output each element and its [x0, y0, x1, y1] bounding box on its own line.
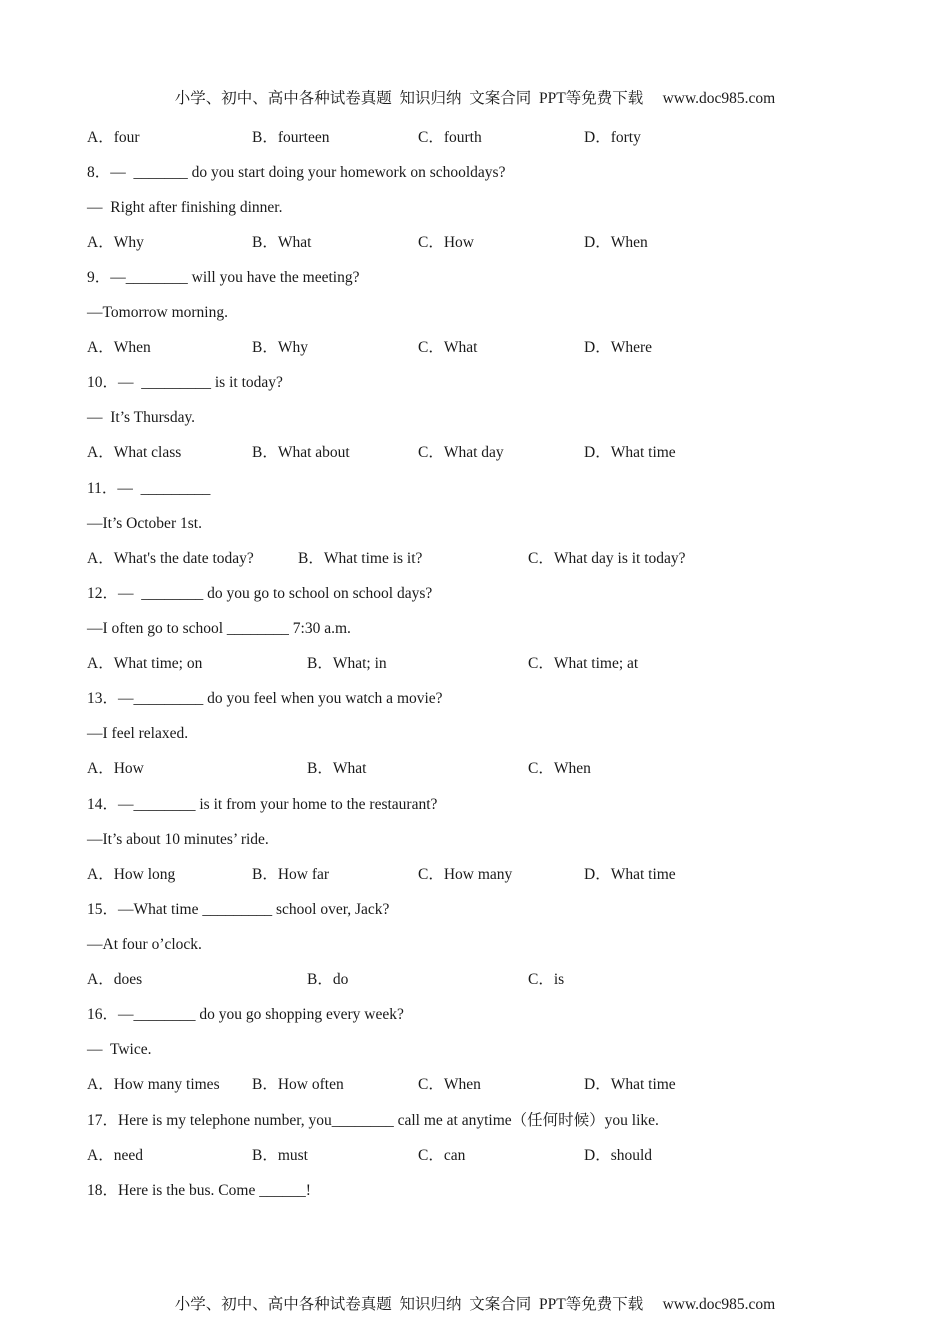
q10-option-a: A．What class [87, 444, 182, 461]
q12-answer: —I often go to school ________ 7:30 a.m. [87, 620, 351, 637]
q15-answer: —At four o’clock. [87, 936, 202, 953]
q13-answer: —I feel relaxed. [87, 725, 189, 742]
q11-answer: —It’s October 1st. [87, 515, 202, 532]
q7-option-a: A．four [87, 129, 140, 146]
q9-option-c: C．What [418, 339, 478, 356]
q8-answer: — Right after finishing dinner. [87, 199, 283, 216]
q14-option-c: C．How many [418, 866, 513, 883]
q11-option-c: C．What day is it today? [528, 550, 686, 567]
q15-option-a: A．does [87, 971, 143, 988]
q9-option-a: A．When [87, 339, 151, 356]
q18-stem: 18．Here is the bus. Come ______! [87, 1182, 311, 1199]
q12-stem: 12．— ________ do you go to school on school days? [87, 585, 433, 602]
q16-option-a: A．How many times [87, 1076, 220, 1093]
q12-option-a: A．What time; on [87, 655, 203, 672]
q8-option-b: B．What [252, 234, 312, 251]
q13-option-b: B．What [307, 760, 367, 777]
q11-option-b: B．What time is it? [298, 550, 423, 567]
q15-option-c: C．is [528, 971, 565, 988]
q9-option-b: B．Why [252, 339, 308, 356]
q16-option-d: D．What time [584, 1076, 676, 1093]
q10-option-c: C．What day [418, 444, 504, 461]
q16-answer: — Twice. [87, 1041, 152, 1058]
q10-answer: — It’s Thursday. [87, 409, 196, 426]
q13-option-a: A．How [87, 760, 144, 777]
q9-option-d: D．Where [584, 339, 652, 356]
q11-option-a: A．What's the date today? [87, 550, 254, 567]
q8-option-d: D．When [584, 234, 648, 251]
q17-option-a: A．need [87, 1147, 143, 1164]
q8-stem: 8．— _______ do you start doing your homework on schooldays? [87, 164, 506, 181]
q8-option-a: A．Why [87, 234, 144, 251]
page-footer: 小学、初中、高中各种试卷真题 知识归纳 文案合同 PPT等免费下载 www.doc985.com [174, 1296, 776, 1313]
q16-option-b: B．How often [252, 1076, 344, 1093]
q11-stem: 11．— _________ [87, 480, 211, 497]
q10-option-b: B．What about [252, 444, 350, 461]
q8-option-c: C．How [418, 234, 474, 251]
q17-stem: 17．Here is my telephone number, you________ call me at anytime（任何时候）you like. [87, 1112, 659, 1129]
q7-option-c: C．fourth [418, 129, 482, 146]
q9-stem: 9．—________ will you have the meeting? [87, 269, 360, 286]
q14-option-a: A．How long [87, 866, 176, 883]
q13-option-c: C．When [528, 760, 591, 777]
page-header: 小学、初中、高中各种试卷真题 知识归纳 文案合同 PPT等免费下载 www.doc985.com [174, 90, 776, 107]
q10-stem: 10．— _________ is it today? [87, 374, 283, 391]
q13-stem: 13．—_________ do you feel when you watch a movie? [87, 690, 443, 707]
q14-stem: 14．—________ is it from your home to the restaurant? [87, 796, 438, 813]
q14-option-b: B．How far [252, 866, 330, 883]
q9-answer: —Tomorrow morning. [87, 304, 228, 321]
q15-stem: 15．—What time _________ school over, Jack? [87, 901, 390, 918]
q7-option-d: D．forty [584, 129, 641, 146]
q14-option-d: D．What time [584, 866, 676, 883]
q12-option-b: B．What; in [307, 655, 387, 672]
q14-answer: —It’s about 10 minutes’ ride. [87, 831, 269, 848]
q12-option-c: C．What time; at [528, 655, 639, 672]
q17-option-b: B．must [252, 1147, 308, 1164]
q7-option-b: B．fourteen [252, 129, 330, 146]
q17-option-d: D．should [584, 1147, 653, 1164]
q10-option-d: D．What time [584, 444, 676, 461]
q17-option-c: C．can [418, 1147, 466, 1164]
q16-stem: 16．—________ do you go shopping every week? [87, 1006, 404, 1023]
q15-option-b: B．do [307, 971, 349, 988]
q16-option-c: C．When [418, 1076, 481, 1093]
